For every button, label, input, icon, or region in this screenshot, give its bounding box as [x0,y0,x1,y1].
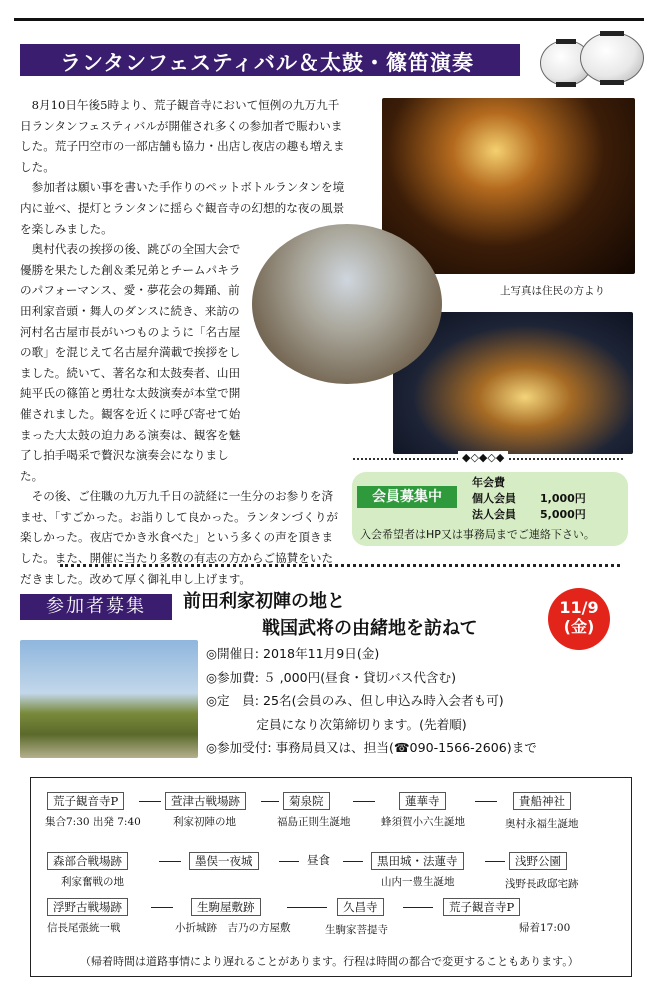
membership-fees [472,475,586,523]
route-connector [279,861,299,862]
route-note: 帰着17:00 [519,922,571,934]
route-connector [151,907,173,908]
route-connector [159,861,181,862]
route-note: 信長尾張統一戦 [47,922,121,934]
route-stop: 久昌寺 [337,898,384,916]
route-stop: 浅野公園 [509,852,567,870]
date-badge-date: 11/9 [559,598,599,617]
route-connector [139,801,161,802]
taiko-drum-photo [382,98,635,274]
article-paragraph: その後、ご住職の九万九千日の読経に一生分のお参りを済ませ、「すごかった。お詣りして良かった。ランタンづくりが楽しかった。夜店でかき氷食べた」という多くの声を頂きました。また、開催に当たり多数の有志の方からご協賛をいただきました。改めて厚く御礼申し上げます。 [20,489,339,586]
route-stop: 荒子観音寺P [47,792,124,810]
top-rule [14,18,644,21]
route-connector [403,907,433,908]
article-paragraph: 参加者は願い事を書いた手作りのペットボトルランタンを境内に並べ、提灯とランタンに揺らぐ観音寺の幻想的な夜の風景を楽しみました。 [20,180,345,236]
route-stop: 生駒屋敷跡 [191,898,261,916]
article-paragraph: 奥村代表の挨拶の後、跳びの全国大会で優勝を果たした創＆柔兄弟とチームパキラのパフォーマンス、愛・夢花会の舞踊、前田利家音頭・舞人のダンスに続き、来訪の河村名古屋市長がいつものように「名古屋の歌」を混じえて名古屋弁満載で挨拶をしました。続いて、著名な和太鼓奏者、山田純平氏の篠笛と勇壮な太鼓演奏が本堂で開催されました。観客を近くに呼び寄せて始まった大太鼓の迫力ある演奏は、観客を魅了し拍手喝采で贅沢な演奏会になりました。 [20,242,241,483]
route-note: 浅野長政邸宅跡 [505,878,579,890]
date-badge [548,588,610,650]
article-paragraph: 8月10日午後5時より、荒子観音寺において恒例の九万九千日ランタンフェスティバルが開催され多くの参加者で賑わいました。荒子円空市の一部店舗も協力・出店し夜店の趣も増えました。 [20,98,345,174]
route-connector [343,861,363,862]
route-stop: 貴船神社 [513,792,571,810]
route-stop: 森部合戦場跡 [47,852,128,870]
recruit-banner: 参加者募集 [20,594,172,620]
fee-row [472,507,586,523]
route-note: 福島正則生誕地 [277,816,351,828]
route-connector [353,801,375,802]
tour-title-line2: 戦国武将の由緒地を訪ねて [262,618,478,639]
tour-title-line1: 前田利家初陣の地と [183,591,345,612]
membership-note: 入会希望者はHP又は事務局までご連絡下さい。 [360,528,595,541]
route-connector [475,801,497,802]
route-note: 利家初陣の地 [173,816,236,828]
route-stop: 萱津古戦場跡 [165,792,246,810]
info-line: ◎参加受付: 事務局員又は、担当(☎090-1566-2606)まで [206,740,537,755]
info-line: ◎開催日: 2018年11月9日(金) [206,646,380,661]
route-note: 利家奮戦の地 [61,876,124,888]
section-title: ランタンフェスティバル＆太鼓・篠笛演奏 [60,51,475,75]
route-stop: 浮野古戦場跡 [47,898,128,916]
route-stop: 昼食 [307,853,330,867]
membership-title: 会員募集中 [357,486,457,508]
diamond-ornament: ◆◇◆◇◆ [458,451,508,464]
info-line: 定員になり次第締切ります。(先着順) [206,716,467,732]
temple-grounds-photo [252,224,442,384]
route-connector [287,907,327,908]
route-note: 集合7:30 出発 7:40 [45,816,141,828]
photo-caption: 上写真は住民の方より [500,285,605,297]
member-fee: 5,000円 [540,508,586,521]
route-footnote: （帰着時間は道路事情により遅れることがあります。行程は時間の都合で変更することもあります。） [80,955,579,968]
member-type: 個人会員 [472,492,516,505]
route-stop: 荒子観音寺P [443,898,520,916]
fee-label: 年会費 [472,476,505,489]
pine-tree-photo [20,640,198,758]
route-connector [261,801,279,802]
member-type: 法人会員 [472,508,516,521]
fee-row [472,491,586,507]
route-box [30,777,632,977]
route-note: 小折城跡 吉乃の方屋敷 [175,922,291,934]
section-banner [20,44,520,76]
info-line: ◎定 員: 25名(会員のみ、但し申込み時入会者も可) [206,693,504,708]
tour-info [206,642,537,760]
route-connector [485,861,505,862]
section-separator [60,564,620,567]
info-line: ◎参加費: ５ ,000円(昼食・貸切バス代含む) [206,669,457,685]
route-note: 蜂須賀小六生誕地 [381,816,465,828]
member-fee: 1,000円 [540,492,586,505]
route-note: 生駒家菩提寺 [325,924,388,936]
route-note: 山内一豊生誕地 [381,876,455,888]
date-badge-day: (金) [563,617,595,636]
route-stop: 菊泉院 [283,792,330,810]
lantern-icon [580,32,644,84]
route-stop: 墨俣一夜城 [189,852,259,870]
route-note: 奥村永福生誕地 [505,818,579,830]
route-stop: 黒田城・法蓮寺 [371,852,464,870]
route-stop: 蓮華寺 [399,792,446,810]
